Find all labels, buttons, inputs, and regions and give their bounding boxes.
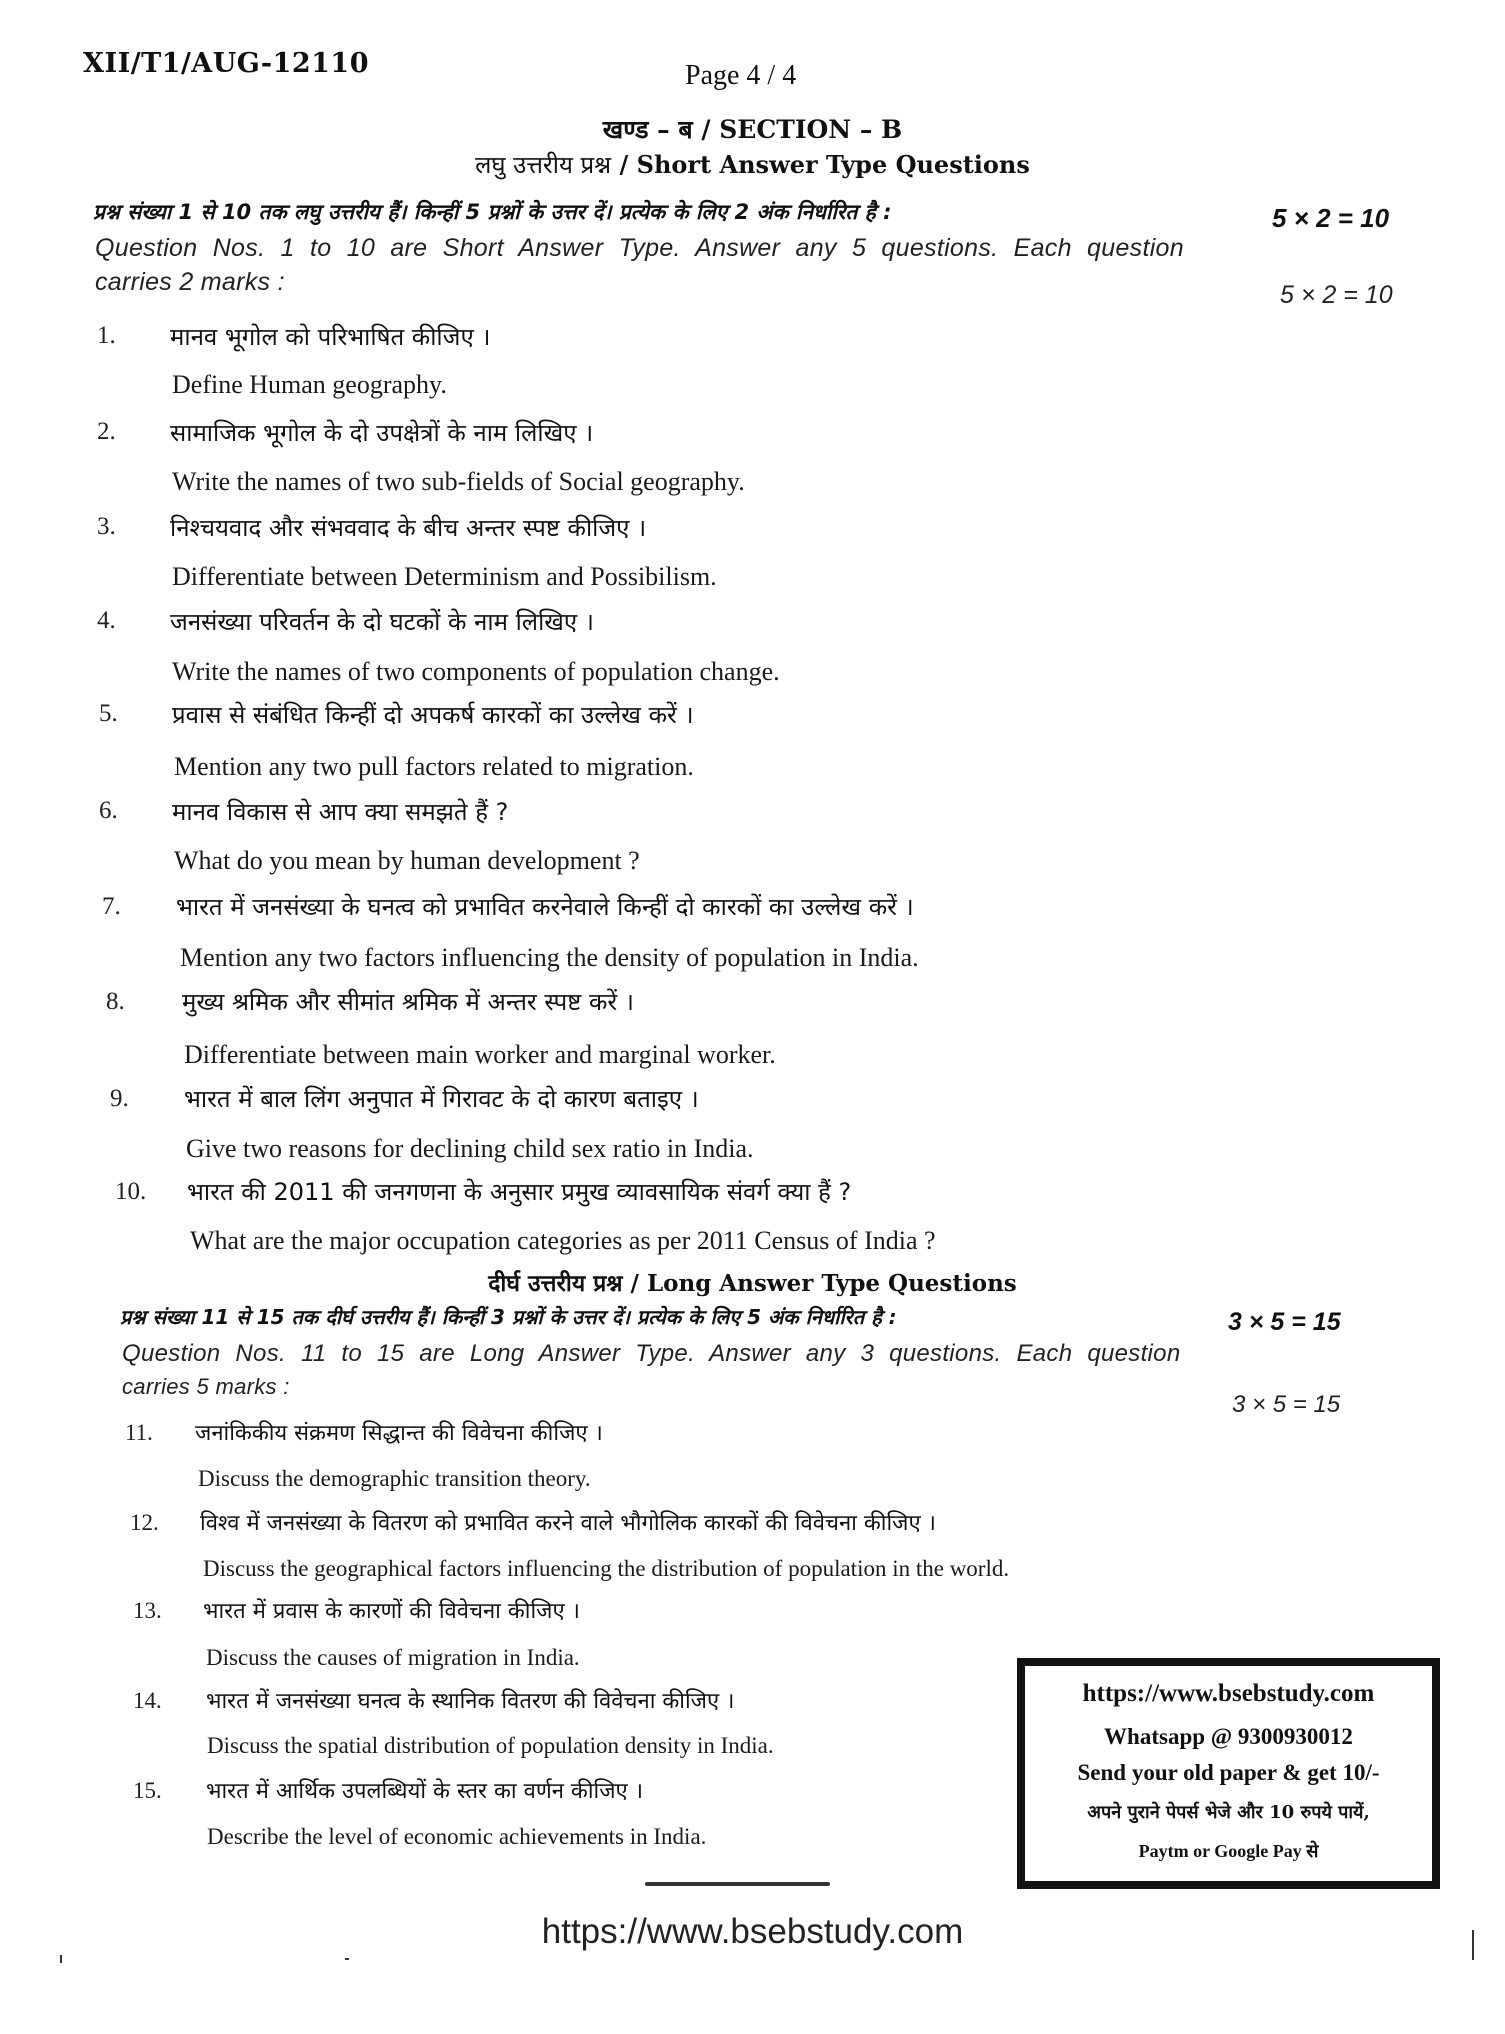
question-text-hi: भारत में जनसंख्या घनत्व के स्थानिक वितरण की विवेचना कीजिए । xyxy=(206,1689,735,1714)
question-number: 4. xyxy=(97,607,116,634)
question-text-hi: भारत की 2011 की जनगणना के अनुसार प्रमुख व्यावसायिक संवर्ग क्या हैं ? xyxy=(187,1178,852,1206)
question-text-en: What do you mean by human development ? xyxy=(174,846,640,875)
question-number: 8. xyxy=(106,988,125,1015)
section-title-en: SECTION – B xyxy=(719,115,903,144)
long-marks-hi: 3 × 5 = 15 xyxy=(1228,1308,1341,1336)
long-answer-heading xyxy=(0,1266,1505,1298)
question-text-hi: जनसंख्या परिवर्तन के दो घटकों के नाम लिखिए । xyxy=(170,608,594,636)
short-answer-heading xyxy=(0,148,1505,181)
question-text-en: Describe the level of economic achievements in India. xyxy=(207,1824,707,1849)
question-number: 3. xyxy=(97,513,116,540)
question-text-en: Discuss the demographic transition theory. xyxy=(198,1466,591,1491)
long-instruction-en-line1: Question Nos. 11 to 15 are Long Answer Type. Answer any 3 questions. Each question xyxy=(122,1340,1181,1367)
promo-payment: Paytm or Google Pay से xyxy=(1138,1841,1319,1861)
short-answer-heading-separator: / xyxy=(611,150,637,179)
promo-offer-en: Send your old paper & get 10/- xyxy=(1077,1760,1380,1785)
short-instruction-en-line1: Question Nos. 1 to 10 are Short Answer Type. Answer any 5 questions. Each question xyxy=(95,234,1184,262)
section-title-hi: खण्ड – ब xyxy=(602,115,693,144)
short-instruction-hi: प्रश्न संख्या 1 से 10 तक लघु उत्तरीय हैं। किन्हीं 5 प्रश्नों के उत्तर दें। प्रत्येक के लिए 2 अंक निर्धारित है : xyxy=(93,200,892,224)
long-instruction-en-line2: carries 5 marks : xyxy=(122,1374,290,1399)
question-text-en: Mention any two pull factors related to migration. xyxy=(174,752,694,781)
short-marks-en: 5 × 2 = 10 xyxy=(1280,281,1393,309)
scan-edge-mark xyxy=(1472,1930,1474,1960)
question-text-hi: भारत में जनसंख्या के घनत्व को प्रभावित करनेवाले किन्हीं दो कारकों का उल्लेख करें । xyxy=(176,893,914,921)
scan-speck xyxy=(60,1955,62,1963)
end-divider xyxy=(645,1882,830,1886)
question-number: 12. xyxy=(130,1510,159,1535)
page-number: Page 4 / 4 xyxy=(685,60,797,91)
promo-offer-hi: अपने पुराने पेपर्स भेजे और 10 रुपये पायें, xyxy=(1087,1802,1370,1823)
section-title xyxy=(0,112,1505,146)
short-instruction-en-line2: carries 2 marks : xyxy=(95,268,285,296)
footer-url[interactable]: https://www.bsebstudy.com xyxy=(541,1912,964,1951)
question-text-hi: मानव भूगोल को परिभाषित कीजिए । xyxy=(170,323,491,351)
question-number: 6. xyxy=(99,797,118,824)
question-number: 11. xyxy=(125,1420,153,1445)
question-number: 13. xyxy=(133,1598,162,1623)
question-number: 7. xyxy=(102,893,121,920)
question-number: 2. xyxy=(97,418,116,445)
question-text-en: Differentiate between main worker and marginal worker. xyxy=(184,1040,776,1069)
question-number: 5. xyxy=(99,700,118,727)
question-number: 1. xyxy=(97,322,116,349)
long-instruction-hi: प्रश्न संख्या 11 से 15 तक दीर्घ उत्तरीय हैं। किन्हीं 3 प्रश्नों के उत्तर दें। प्रत्येक के लिए 5 अंक निर्धारित है : xyxy=(120,1305,897,1329)
long-answer-heading-en: Long Answer Type Questions xyxy=(646,1270,1017,1297)
short-marks-hi: 5 × 2 = 10 xyxy=(1272,203,1390,233)
paper-code: XII/T1/AUG-12110 xyxy=(83,48,370,79)
question-text-en: Give two reasons for declining child sex ratio in India. xyxy=(186,1134,754,1163)
promo-whatsapp: Whatsapp @ 9300930012 xyxy=(1104,1724,1353,1749)
promo-url[interactable]: https://www.bsebstudy.com xyxy=(1082,1680,1375,1707)
question-text-en: Discuss the geographical factors influencing the distribution of population in the world. xyxy=(203,1556,1010,1581)
question-text-hi: भारत में आर्थिक उपलब्धियों के स्तर का वर्णन कीजिए । xyxy=(206,1779,644,1804)
question-text-en: Write the names of two components of population change. xyxy=(172,657,780,686)
short-answer-heading-en: Short Answer Type Questions xyxy=(636,150,1030,179)
question-text-hi: भारत में प्रवास के कारणों की विवेचना कीजिए । xyxy=(203,1599,580,1624)
question-text-hi: प्रवास से संबंधित किन्हीं दो अपकर्ष कारकों का उल्लेख करें । xyxy=(172,701,694,729)
long-answer-heading-separator: / xyxy=(622,1270,647,1297)
short-answer-heading-hi: लघु उत्तरीय प्रश्न xyxy=(475,151,612,179)
question-number: 15. xyxy=(133,1778,162,1803)
question-text-en: What are the major occupation categories as per 2011 Census of India ? xyxy=(190,1226,936,1255)
question-text-hi: मानव विकास से आप क्या समझते हैं ? xyxy=(172,798,509,826)
question-text-en: Discuss the spatial distribution of population density in India. xyxy=(207,1733,774,1758)
question-text-en: Define Human geography. xyxy=(172,370,447,399)
question-text-hi: सामाजिक भूगोल के दो उपक्षेत्रों के नाम लिखिए । xyxy=(170,419,594,447)
scan-speck xyxy=(345,1958,349,1960)
long-marks-en: 3 × 5 = 15 xyxy=(1232,1391,1341,1418)
question-text-en: Mention any two factors influencing the density of population in India. xyxy=(180,943,919,972)
long-answer-heading-hi: दीर्घ उत्तरीय प्रश्न xyxy=(488,1271,623,1297)
question-text-hi: विश्व में जनसंख्या के वितरण को प्रभावित करने वाले भौगोलिक कारकों की विवेचना कीजिए । xyxy=(200,1511,936,1536)
question-text-en: Differentiate between Determinism and Possibilism. xyxy=(172,562,717,591)
question-text-hi: मुख्य श्रमिक और सीमांत श्रमिक में अन्तर स्पष्ट करें । xyxy=(182,988,634,1016)
section-title-separator: / xyxy=(692,115,720,144)
question-text-hi: जनांकिकीय संक्रमण सिद्धान्त की विवेचना कीजिए । xyxy=(195,1421,603,1446)
question-number: 10. xyxy=(115,1178,147,1205)
question-number: 9. xyxy=(110,1085,129,1112)
question-number: 14. xyxy=(133,1688,162,1713)
question-text-hi: भारत में बाल लिंग अनुपात में गिरावट के दो कारण बताइए । xyxy=(184,1085,699,1113)
question-text-hi: निश्चयवाद और संभववाद के बीच अन्तर स्पष्ट कीजिए । xyxy=(170,514,647,542)
promo-box xyxy=(1017,1658,1440,1889)
question-text-en: Write the names of two sub-fields of Social geography. xyxy=(172,467,745,496)
question-text-en: Discuss the causes of migration in India. xyxy=(206,1645,580,1670)
